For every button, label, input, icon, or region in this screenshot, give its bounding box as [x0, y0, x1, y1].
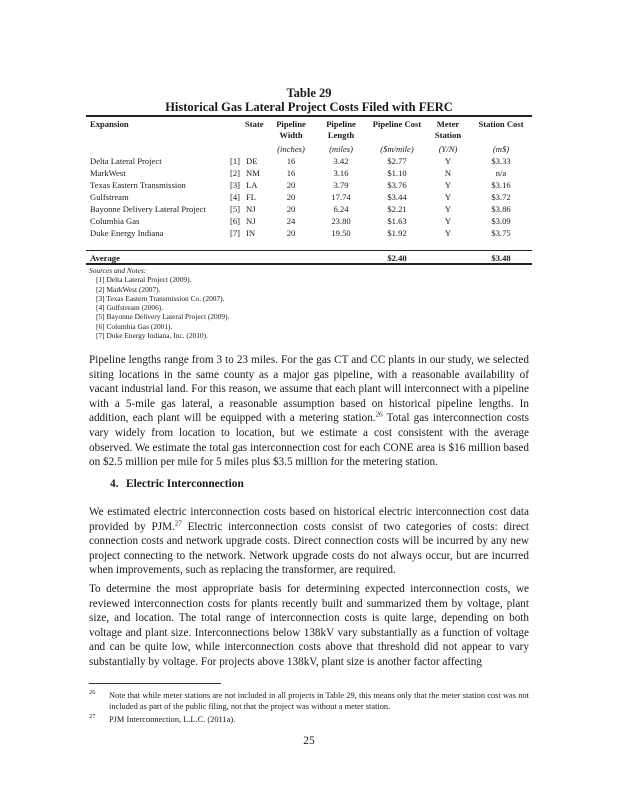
paragraph-text: Pipeline lengths range from 3 to 23 miles. For the gas CT and CC plants in our study, we selected siting locations in the same county as a major gas pipeline, with a reasonable availability of vacant industrial land. For this reason, we assume that each plant will interconnect with a pipeline with a 5-mile gas lateral, a reasonable assumption based on historical pipeline lengths. In addition, each plant will be equipped with a metering station.	[89, 354, 529, 425]
row-name: Duke Energy Indiana	[90, 228, 164, 238]
row-meter: Y	[444, 228, 452, 238]
row-name: MarkWest	[90, 168, 126, 178]
section-number: 4.	[110, 478, 119, 490]
row-width: 16	[286, 156, 296, 166]
header-width-line2: Width	[279, 130, 303, 140]
notes-heading: Sources and Notes:	[89, 266, 147, 275]
note-item: [6] Columbia Gas (2001).	[96, 321, 173, 331]
paragraph-text: Electric interconnection costs consist of two categories of costs: direct connection costs and network upgrade costs. Direct connection costs will be incurred by any new project connecting to the network. Network upgrade costs do not always occur, but are incurred when improvements, such as replacing the transformer, are required.	[89, 520, 529, 577]
unit-width: (inches)	[277, 144, 305, 154]
page-number: 25	[303, 735, 315, 747]
row-width: 20	[286, 228, 296, 238]
row-cost: $2.77	[387, 156, 407, 166]
row-state: FL	[246, 192, 257, 202]
footnote	[89, 690, 529, 712]
row-meter: Y	[444, 192, 452, 202]
row-name: Columbia Gas	[90, 216, 140, 226]
footnote-divider	[89, 683, 221, 684]
note-item: [5] Bayonne Delivery Lateral Project (2009).	[96, 312, 230, 322]
row-width: 20	[286, 204, 296, 214]
row-width: 16	[286, 168, 296, 178]
row-meter: Y	[444, 216, 452, 226]
header-station-cost: Station Cost	[478, 119, 524, 129]
row-length: 3.16	[333, 168, 349, 178]
row-meter: N	[444, 168, 452, 178]
row-meter: Y	[444, 204, 452, 214]
footnote-mark: 26	[89, 689, 96, 696]
note-item: [7] Duke Energy Indiana, Inc. (2010).	[96, 331, 208, 341]
row-cost: $1.63	[387, 216, 407, 226]
row-station: $3.86	[491, 204, 511, 214]
paragraph-electric-interconnection	[89, 505, 529, 578]
row-state: NJ	[246, 204, 256, 214]
footnote-ref: 27	[174, 518, 182, 527]
paragraph-text: Total gas interconnection costs vary widely from location to location, but we estimate a cost consistent with the average observed. We estimate the total gas interconnection cost for each CONE area is $16 million based on $2.5 million per mile for 5 miles plus $3.5 million for the metering station.	[89, 412, 529, 469]
row-state: LA	[246, 180, 258, 190]
header-cost: Pipeline Cost	[372, 119, 422, 129]
table-number: Table 29	[286, 86, 332, 100]
row-state: NJ	[246, 216, 256, 226]
note-item: [4] Gulfstream (2006).	[96, 303, 164, 313]
paragraph-interconnection-basis: To determine the most appropriate basis for determining expected interconnection costs, we reviewed interconnection costs for plants recently built and summarized them by voltage, plant size, and location. The total range of interconnection costs is quite large, depending on both voltage and plant size. Interconnections below 138kV vary substantially as a function of voltage and can be quite low, while interconnection costs above that threshold did not appear to vary substantially by voltage. For projects above 138kV, plant size is another factor affecting	[89, 583, 529, 668]
row-length: 3.79	[333, 180, 349, 190]
note-item: [2] MarkWest (2007).	[96, 284, 161, 294]
row-width: 20	[286, 180, 296, 190]
table-top-rule	[86, 115, 532, 117]
section-title: Electric Interconnection	[126, 478, 244, 490]
header-width-line1: Pipeline	[276, 119, 306, 129]
header-length-line1: Pipeline	[326, 119, 356, 129]
header-state: State	[245, 119, 264, 129]
row-ref: [2]	[230, 168, 241, 178]
row-name: Gulfstream	[90, 192, 129, 202]
row-name: Texas Eastern Transmission	[90, 180, 186, 190]
footnote-text: Note that while meter stations are not included in all projects in Table 29, this means only that the meter station cost was not included as part of the public filing, not that the project was without a meter station.	[109, 691, 529, 711]
footnote-text: PJM Interconnection, L.L.C. (2011a).	[109, 715, 236, 724]
footnote-mark: 27	[89, 713, 96, 720]
row-meter: Y	[444, 156, 452, 166]
note-item: [1] Delta Lateral Project (2009).	[96, 275, 192, 285]
row-ref: [7]	[230, 228, 241, 238]
paragraph-text: We estimated electric interconnection costs based on historical electric interconnection cost data provided by PJM.	[89, 506, 529, 533]
footnote	[89, 714, 529, 725]
row-ref: [3]	[230, 180, 241, 190]
unit-cost: ($m/mile)	[380, 144, 414, 154]
section-heading	[110, 478, 244, 490]
row-ref: [1]	[230, 156, 241, 166]
average-pipeline-cost: $2.40	[387, 253, 407, 263]
row-length: 17.74	[331, 192, 351, 202]
row-ref: [6]	[230, 216, 241, 226]
row-station: $3.16	[491, 180, 511, 190]
header-meter-line1: Meter	[436, 119, 460, 129]
row-cost: $2.21	[387, 204, 407, 214]
row-length: 6.24	[333, 204, 349, 214]
unit-meter: (Y/N)	[438, 144, 458, 154]
row-station: $3.72	[491, 192, 511, 202]
row-width: 24	[286, 216, 296, 226]
average-station-cost: $3.48	[491, 253, 511, 263]
row-state: DE	[246, 156, 258, 166]
row-ref: [4]	[230, 192, 241, 202]
row-cost: $1.10	[387, 168, 407, 178]
table-bottom-rule	[86, 263, 532, 265]
row-name: Bayonne Delivery Lateral Project	[90, 204, 206, 214]
unit-length: (miles)	[329, 144, 353, 154]
average-label: Average	[90, 253, 120, 263]
row-cost: $3.76	[387, 180, 407, 190]
row-width: 20	[286, 192, 296, 202]
row-name: Delta Lateral Project	[90, 156, 162, 166]
table-notes	[89, 266, 229, 340]
row-meter: Y	[444, 180, 452, 190]
row-length: 3.42	[333, 156, 349, 166]
footnote-ref: 26	[375, 410, 383, 419]
row-station: $3.09	[491, 216, 511, 226]
unit-station: (m$)	[492, 144, 510, 154]
row-cost: $1.92	[387, 228, 407, 238]
table-average-rule	[86, 250, 532, 251]
row-station: $3.75	[491, 228, 511, 238]
header-expansion: Expansion	[90, 119, 129, 129]
row-length: 23.80	[331, 216, 351, 226]
table-title: Historical Gas Lateral Project Costs Filed with FERC	[165, 100, 453, 114]
row-state: IN	[246, 228, 256, 238]
row-station: n/a	[495, 168, 507, 178]
row-state: NM	[246, 168, 260, 178]
note-item: [3] Texas Eastern Transmission Co. (2007).	[96, 293, 225, 303]
row-cost: $3.44	[387, 192, 407, 202]
row-ref: [5]	[230, 204, 241, 214]
header-meter-line2: Station	[434, 130, 462, 140]
header-length-line2: Length	[327, 130, 355, 140]
row-station: $3.33	[491, 156, 511, 166]
paragraph-gas-interconnection	[89, 353, 529, 470]
row-length: 19.50	[331, 228, 351, 238]
